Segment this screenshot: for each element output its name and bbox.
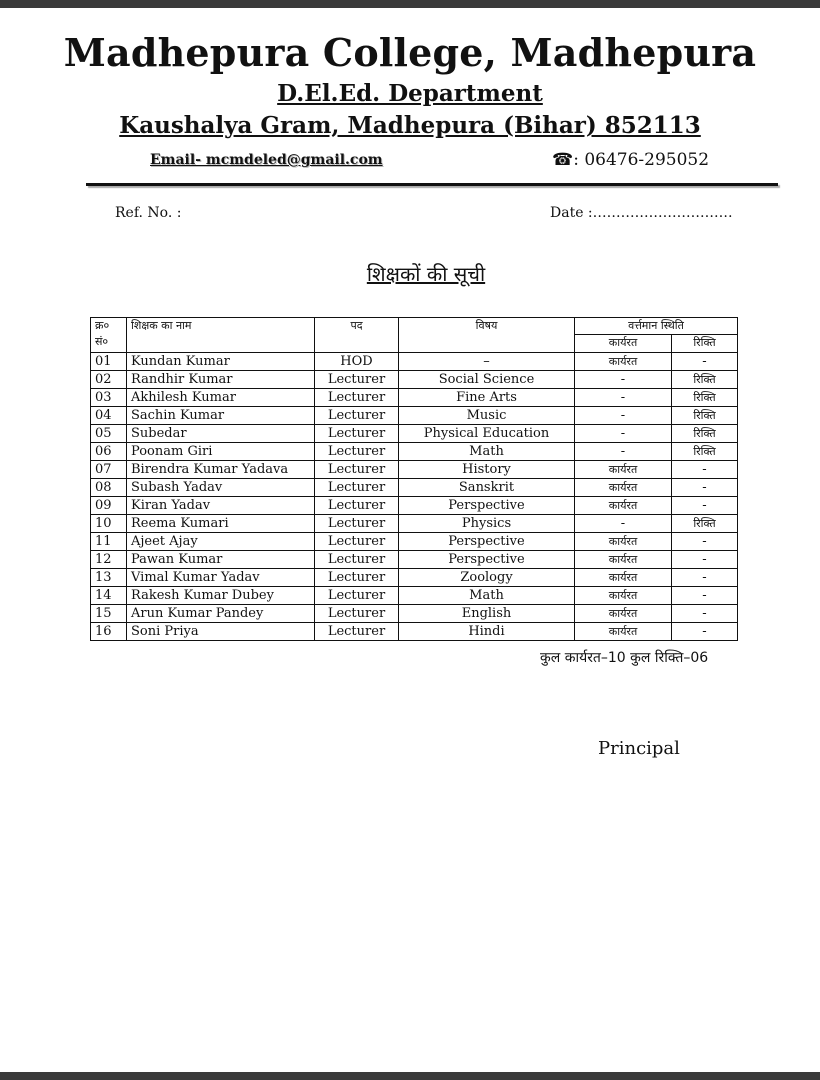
cell-post: Lecturer (315, 479, 399, 497)
header-current-status: वर्त्तमान स्थिति (575, 318, 738, 335)
date-label: Date :………………………… (550, 205, 733, 221)
cell-post: Lecturer (315, 407, 399, 425)
cell-sr: 03 (91, 389, 127, 407)
ref-number-label: Ref. No. : (115, 205, 182, 221)
cell-post: Lecturer (315, 605, 399, 623)
header-post: पद (315, 318, 399, 353)
cell-working: कार्यरत (575, 569, 672, 587)
cell-subject: Physical Education (399, 425, 575, 443)
cell-subject: Perspective (399, 551, 575, 569)
cell-vacant: रिक्ति (672, 425, 738, 443)
cell-working: कार्यरत (575, 551, 672, 569)
table-row (91, 353, 738, 371)
bottom-border (0, 1072, 820, 1080)
college-address: Kaushalya Gram, Madhepura (Bihar) 852113 (119, 112, 701, 139)
cell-name: Poonam Giri (127, 443, 315, 461)
table-row (91, 497, 738, 515)
cell-subject: Perspective (399, 497, 575, 515)
cell-name: Subedar (127, 425, 315, 443)
cell-working: - (575, 371, 672, 389)
cell-subject: Physics (399, 515, 575, 533)
cell-sr: 10 (91, 515, 127, 533)
cell-post: Lecturer (315, 461, 399, 479)
cell-name: Kiran Yadav (127, 497, 315, 515)
cell-working: - (575, 443, 672, 461)
header-teacher-name: शिक्षक का नाम (127, 318, 315, 353)
phone-number: : 06476-295052 (573, 150, 710, 170)
cell-working: कार्यरत (575, 587, 672, 605)
cell-sr: 05 (91, 425, 127, 443)
table-row (91, 587, 738, 605)
cell-vacant: - (672, 533, 738, 551)
cell-vacant: - (672, 623, 738, 641)
table-row (91, 605, 738, 623)
cell-vacant: - (672, 605, 738, 623)
cell-sr: 04 (91, 407, 127, 425)
cell-vacant: रिक्ति (672, 371, 738, 389)
table-row (91, 479, 738, 497)
cell-working: - (575, 407, 672, 425)
table-row (91, 443, 738, 461)
cell-name: Randhir Kumar (127, 371, 315, 389)
table-row (91, 425, 738, 443)
cell-sr: 16 (91, 623, 127, 641)
cell-name: Reema Kumari (127, 515, 315, 533)
cell-working: कार्यरत (575, 353, 672, 371)
cell-sr: 01 (91, 353, 127, 371)
cell-working: कार्यरत (575, 479, 672, 497)
cell-vacant: - (672, 497, 738, 515)
cell-subject: Sanskrit (399, 479, 575, 497)
cell-working: कार्यरत (575, 533, 672, 551)
cell-name: Sachin Kumar (127, 407, 315, 425)
table-row (91, 569, 738, 587)
cell-name: Ajeet Ajay (127, 533, 315, 551)
department-name: D.El.Ed. Department (277, 80, 543, 107)
cell-post: Lecturer (315, 569, 399, 587)
cell-sr: 07 (91, 461, 127, 479)
list-title: शिक्षकों की सूची (366, 262, 486, 286)
cell-post: HOD (315, 353, 399, 371)
cell-vacant: - (672, 479, 738, 497)
cell-post: Lecturer (315, 587, 399, 605)
cell-subject: – (399, 353, 575, 371)
cell-vacant: - (672, 587, 738, 605)
table-row (91, 461, 738, 479)
cell-name: Subash Yadav (127, 479, 315, 497)
email-address: Email- mcmdeled@gmail.com (150, 152, 383, 168)
cell-vacant: रिक्ति (672, 515, 738, 533)
cell-sr: 02 (91, 371, 127, 389)
cell-working: - (575, 389, 672, 407)
header-serial: क्र० सं० (91, 318, 127, 353)
table-row (91, 515, 738, 533)
cell-subject: Math (399, 587, 575, 605)
top-border (0, 0, 820, 8)
header-working: कार्यरत (575, 335, 672, 353)
cell-sr: 15 (91, 605, 127, 623)
phone-contact (552, 150, 709, 170)
cell-vacant: - (672, 569, 738, 587)
cell-working: कार्यरत (575, 623, 672, 641)
cell-post: Lecturer (315, 533, 399, 551)
cell-name: Arun Kumar Pandey (127, 605, 315, 623)
cell-sr: 11 (91, 533, 127, 551)
cell-subject: Zoology (399, 569, 575, 587)
cell-name: Soni Priya (127, 623, 315, 641)
table-row (91, 623, 738, 641)
cell-sr: 06 (91, 443, 127, 461)
cell-name: Vimal Kumar Yadav (127, 569, 315, 587)
cell-name: Pawan Kumar (127, 551, 315, 569)
cell-subject: Math (399, 443, 575, 461)
college-name: Madhepura College, Madhepura (63, 30, 757, 75)
cell-subject: Music (399, 407, 575, 425)
principal-signature: Principal (598, 738, 680, 759)
cell-vacant: - (672, 551, 738, 569)
cell-vacant: रिक्ति (672, 389, 738, 407)
cell-subject: Perspective (399, 533, 575, 551)
cell-working: - (575, 515, 672, 533)
teacher-table (90, 317, 738, 641)
table-row (91, 533, 738, 551)
cell-vacant: रिक्ति (672, 443, 738, 461)
cell-sr: 08 (91, 479, 127, 497)
cell-working: - (575, 425, 672, 443)
table-row (91, 407, 738, 425)
cell-working: कार्यरत (575, 605, 672, 623)
table-row (91, 551, 738, 569)
cell-name: Akhilesh Kumar (127, 389, 315, 407)
cell-post: Lecturer (315, 551, 399, 569)
total-summary: कुल कार्यरत–10 कुल रिक्ति–06 (540, 650, 709, 666)
cell-post: Lecturer (315, 389, 399, 407)
cell-subject: Social Science (399, 371, 575, 389)
cell-post: Lecturer (315, 443, 399, 461)
cell-sr: 13 (91, 569, 127, 587)
cell-sr: 12 (91, 551, 127, 569)
cell-post: Lecturer (315, 515, 399, 533)
table-row (91, 371, 738, 389)
header-divider (86, 183, 778, 186)
cell-name: Kundan Kumar (127, 353, 315, 371)
header-vacant: रिक्ति (672, 335, 738, 353)
cell-vacant: रिक्ति (672, 407, 738, 425)
cell-post: Lecturer (315, 425, 399, 443)
cell-post: Lecturer (315, 497, 399, 515)
table-row (91, 389, 738, 407)
cell-name: Birendra Kumar Yadava (127, 461, 315, 479)
cell-post: Lecturer (315, 623, 399, 641)
cell-subject: Hindi (399, 623, 575, 641)
cell-sr: 14 (91, 587, 127, 605)
cell-subject: English (399, 605, 575, 623)
cell-post: Lecturer (315, 371, 399, 389)
cell-vacant: - (672, 461, 738, 479)
cell-working: कार्यरत (575, 497, 672, 515)
telephone-icon: ☎ (552, 150, 574, 170)
cell-sr: 09 (91, 497, 127, 515)
cell-name: Rakesh Kumar Dubey (127, 587, 315, 605)
cell-working: कार्यरत (575, 461, 672, 479)
cell-vacant: - (672, 353, 738, 371)
cell-subject: Fine Arts (399, 389, 575, 407)
cell-subject: History (399, 461, 575, 479)
header-subject: विषय (399, 318, 575, 353)
